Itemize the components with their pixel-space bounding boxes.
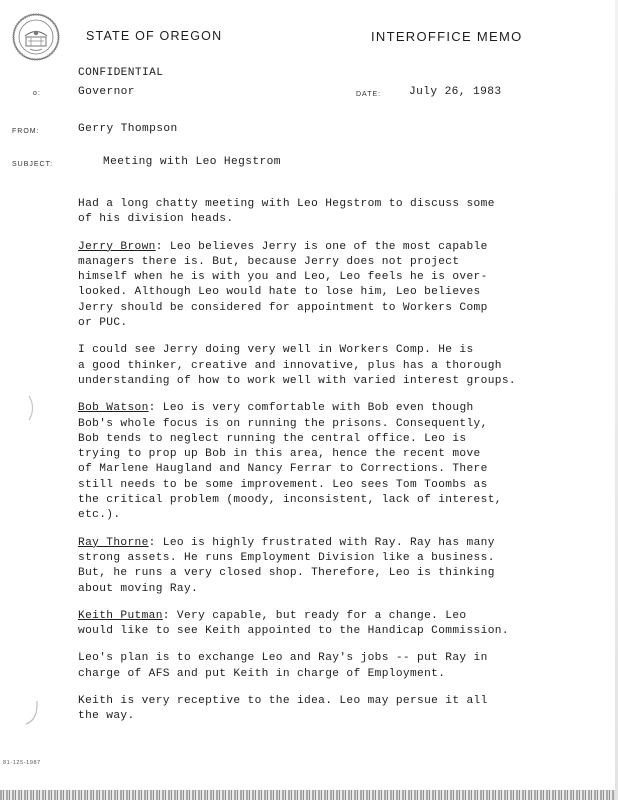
- paragraph-text: : Leo is highly frustrated with Ray. Ray has many strong assets. He runs Employment Division like a business. But, he runs a very closed shop. Therefore, Leo is thinking about moving Ray.: [78, 536, 495, 595]
- to-value: Governor: [78, 86, 135, 98]
- paragraph-keith-putman: [78, 609, 548, 640]
- paragraph-text: I could see Jerry doing very well in Workers Comp. He is a good thinker, creative and innovative, plus has a thorough understanding of how to work well with varied interest groups.: [78, 344, 516, 387]
- paragraph-workers-comp: [78, 343, 548, 389]
- paragraph-intro: [78, 197, 548, 228]
- paragraph-ray-thorne: [78, 536, 548, 597]
- paragraph-jerry-brown: [78, 240, 548, 332]
- paragraph-text: Keith is very receptive to the idea. Leo may persue it all the way.: [78, 695, 488, 723]
- memo-body: [78, 197, 548, 737]
- from-label: FROM:: [12, 128, 40, 135]
- header-state-name: STATE OF OREGON: [86, 29, 223, 43]
- person-heading: Ray Thorne: [78, 536, 149, 549]
- subject-value: Meeting with Leo Hegstrom: [103, 156, 281, 168]
- paragraph-bob-watson: [78, 401, 548, 523]
- person-heading: Jerry Brown: [78, 240, 156, 253]
- subject-label: SUBJECT:: [12, 161, 54, 168]
- person-heading: Bob Watson: [78, 402, 149, 415]
- punch-hole-mark-icon: [27, 395, 37, 421]
- to-label: o:: [33, 90, 41, 97]
- date-value: July 26, 1983: [409, 86, 502, 98]
- paragraph-text: Leo's plan is to exchange Leo and Ray's jobs -- put Ray in charge of AFS and put Keith in charge of Employment.: [78, 652, 488, 680]
- paragraph-closing: [78, 694, 548, 725]
- state-seal-icon: [12, 13, 60, 61]
- scan-edge-band: [0, 790, 618, 800]
- form-number: 81-125-1987: [3, 760, 41, 766]
- paragraph-text: : Leo believes Jerry is one of the most capable managers there is. But, because Jerry does not project himself when he is with you and Leo, Leo feels he is over- looked. Although Leo would hate to lose him, Leo believes Jerry should be considered for appointment to Workers Comp or PUC.: [78, 240, 488, 330]
- classification-label: CONFIDENTIAL: [78, 67, 164, 79]
- paragraph-text: : Leo is very comfortable with Bob even though Bob's whole focus is on running the prisons. Consequently, Bob tends to neglect running the central office. Leo is trying to prop up Bob in this area, hence the recent move of Marlene Haugland and Nancy Ferrar to Corrections. There still needs to be some improvement. Leo sees Tom Toombs as the critical problem (moody, inconsistent, lack of interest, etc.).: [78, 402, 502, 522]
- paragraph-text: Had a long chatty meeting with Leo Hegstrom to discuss some of his division heads.: [78, 198, 495, 226]
- from-value: Gerry Thompson: [78, 123, 178, 135]
- date-label: DATE:: [356, 91, 382, 98]
- paragraph-plan: [78, 651, 548, 682]
- person-heading: Keith Putman: [78, 609, 163, 622]
- punch-hole-mark-icon: [25, 700, 39, 726]
- paragraph-text: : Very capable, but ready for a change. Leo would like to see Keith appointed to the Handicap Commission.: [78, 609, 509, 638]
- header-memo-type: INTEROFFICE MEMO: [371, 29, 523, 44]
